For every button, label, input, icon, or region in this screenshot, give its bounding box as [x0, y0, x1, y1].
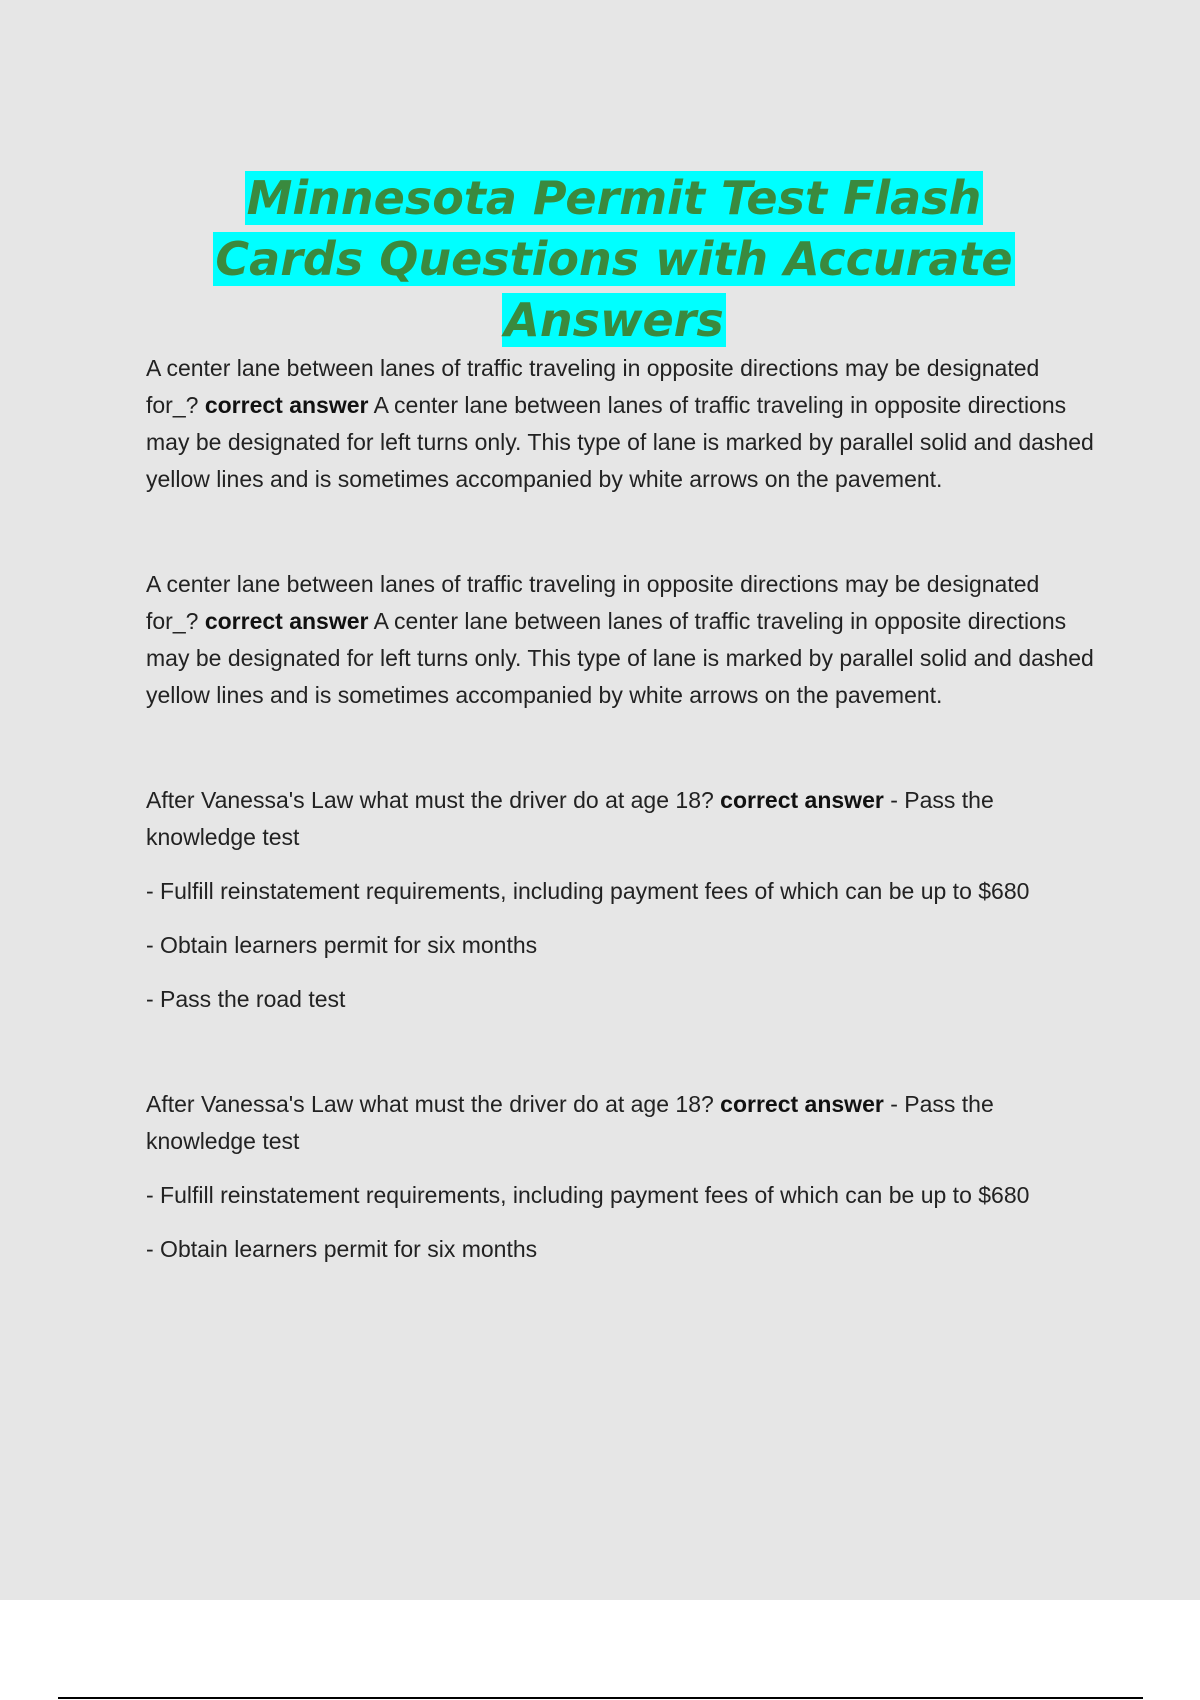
answer-text: - Pass the knowledge test	[146, 1091, 994, 1154]
flashcard-1	[146, 350, 1096, 498]
question-text: After Vanessa's Law what must the driver do at age 18?	[146, 787, 714, 813]
title-line-3: Answers	[504, 293, 724, 347]
footer-divider	[58, 1697, 1143, 1699]
document-title	[120, 168, 1108, 351]
question-text: A center lane between lanes of traffic traveling in opposite directions may be designated for_?	[146, 571, 1040, 634]
flashcard-3	[146, 782, 1096, 856]
answer-text: - Pass the knowledge test	[146, 787, 994, 850]
correct-answer-label: correct answer	[204, 392, 369, 418]
title-line-2: Cards Questions with Accurate	[215, 232, 1013, 286]
correct-answer-label: correct answer	[720, 787, 884, 813]
answer-text: A center lane between lanes of traffic traveling in opposite directions may be designated for left turns only. This type of lane is marked by parallel solid and dashed yellow lines and is sometimes accompanied by white arrows on the pavement.	[146, 608, 1094, 708]
answer-list-item: - Fulfill reinstatement requirements, including payment fees of which can be up to $680	[146, 878, 1030, 904]
answer-list-item: - Fulfill reinstatement requirements, including payment fees of which can be up to $680	[146, 1182, 1030, 1208]
title-line-1: Minnesota Permit Test Flash	[246, 171, 982, 225]
answer-list-item: - Obtain learners permit for six months	[146, 932, 538, 958]
flashcard-list	[146, 350, 1096, 1268]
answer-text: A center lane between lanes of traffic traveling in opposite directions may be designated for left turns only. This type of lane is marked by parallel solid and dashed yellow lines and is sometimes accompanied by white arrows on the pavement.	[146, 392, 1094, 492]
answer-list-item: - Obtain learners permit for six months	[146, 1236, 538, 1262]
correct-answer-label: correct answer	[204, 608, 369, 634]
flashcard-4	[146, 1086, 1096, 1160]
answer-list-item: - Pass the road test	[146, 986, 346, 1012]
question-text: After Vanessa's Law what must the driver do at age 18?	[146, 1091, 714, 1117]
correct-answer-label: correct answer	[720, 1091, 884, 1117]
question-text: A center lane between lanes of traffic traveling in opposite directions may be designated for_?	[146, 355, 1040, 418]
flashcard-2	[146, 566, 1096, 714]
